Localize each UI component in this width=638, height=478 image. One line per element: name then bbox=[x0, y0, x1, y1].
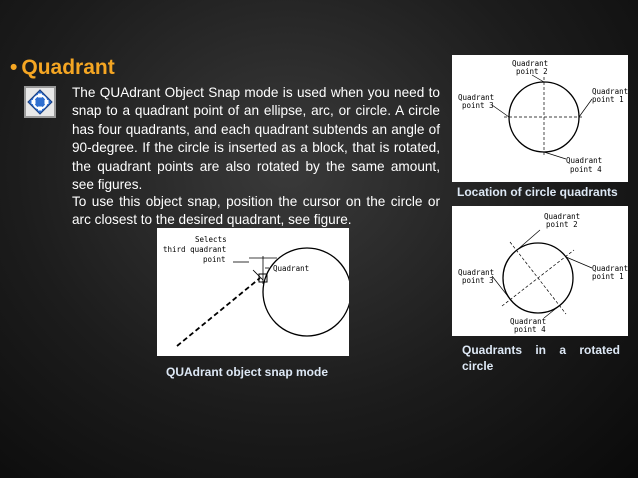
paragraph-intro: The QUAdrant Object Snap mode is used when you need to snap to a quadrant point of an ellipse, arc, or circle. A circle has four quadrants, and each quadrant subtends an angle of 90-degree. If the circle is inserted as a block, that is rotated, the quadrant points are also rotated by the same amount, see figures. bbox=[72, 85, 440, 193]
caption-circle-quadrants: Location of circle quadrants bbox=[457, 185, 618, 199]
loc-q3-line1: Quadrant bbox=[458, 93, 495, 102]
slide-title bbox=[10, 56, 115, 80]
quadrant-snap-glyph bbox=[26, 88, 54, 116]
loc-q2-line1: Quadrant bbox=[512, 59, 549, 68]
rot-q4-line1: Quadrant bbox=[510, 317, 547, 326]
figure-circle-quadrants bbox=[452, 55, 628, 182]
label-selects: Selects bbox=[195, 235, 227, 244]
rot-q1-line1: Quadrant bbox=[592, 264, 628, 273]
caption-rotated-quadrants: Quadrants in a rotated circle bbox=[462, 343, 620, 373]
rot-q2-line1: Quadrant bbox=[544, 212, 581, 221]
caption-snap-mode: QUAdrant object snap mode bbox=[166, 365, 329, 379]
loc-q4-line2: point 4 bbox=[570, 165, 602, 174]
title-bullet: • bbox=[10, 56, 18, 79]
figure-rotated-quadrants bbox=[452, 206, 628, 336]
loc-q1-line2: point 1 bbox=[592, 95, 624, 104]
paragraph-usage: To use this object snap, position the cursor on the circle or arc closest to the desired quadrant, see figure. bbox=[72, 194, 440, 228]
title-text: Quadrant bbox=[21, 56, 115, 79]
figure-snap-mode bbox=[157, 228, 349, 356]
loc-q2-line2: point 2 bbox=[516, 67, 548, 76]
label-quadrant: Quadrant bbox=[273, 264, 310, 273]
rot-q3-line1: Quadrant bbox=[458, 268, 495, 277]
rot-q2-line2: point 2 bbox=[546, 220, 578, 229]
loc-q3-line2: point 3 bbox=[462, 101, 494, 110]
rot-q1-line2: point 1 bbox=[592, 272, 624, 281]
label-point: point bbox=[203, 255, 226, 264]
rot-q4-line2: point 4 bbox=[514, 325, 546, 334]
label-third-quadrant: third quadrant bbox=[163, 245, 227, 254]
loc-q1-line1: Quadrant bbox=[592, 87, 628, 96]
loc-q4-line1: Quadrant bbox=[566, 156, 603, 165]
rot-q3-line2: point 3 bbox=[462, 276, 494, 285]
quadrant-snap-icon bbox=[24, 86, 56, 118]
